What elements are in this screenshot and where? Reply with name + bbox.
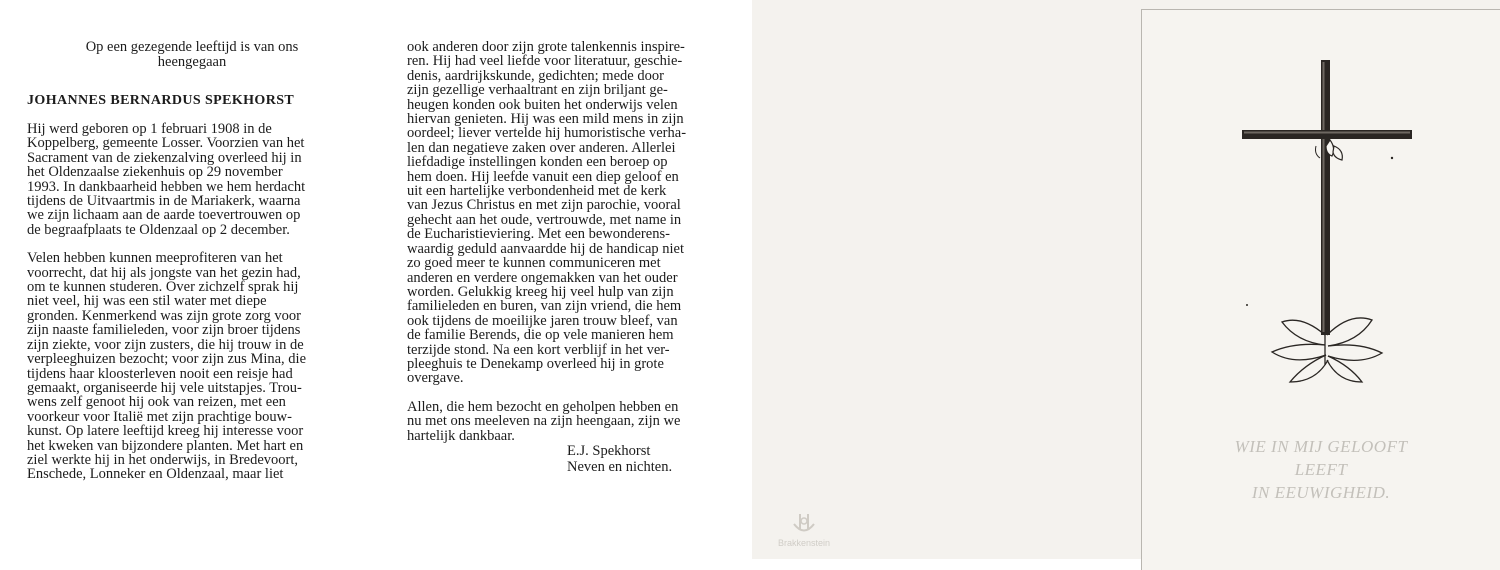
paragraph-birth-and-death: [27, 122, 357, 237]
text-line: gemaakt, organiseerde hij vele uitstapjes. Trou-: [27, 379, 302, 396]
text-line: uit een hartelijke verbondenheid met de kerk: [407, 183, 667, 200]
text-line: kunst. Op latere leeftijd kreeg hij interesse voor: [27, 423, 304, 440]
card-front-panel: [1141, 9, 1500, 570]
text-line: wens zelf genoot hij ook van reizen, met een: [27, 394, 286, 411]
text-line: de Eucharistieviering. Met een bewonderens-: [407, 226, 670, 243]
publisher-mark: [774, 512, 834, 548]
text-line: we zijn lichaam aan de aarde toevertrouwen op: [27, 207, 301, 224]
text-line: heugen konden ook buiten het onderwijs velen: [407, 96, 678, 113]
text-line: nu met ons meeleven na zijn heengaan, zijn we: [407, 413, 681, 430]
text-line: hiervan genieten. Hij was een mild mens in zijn: [407, 111, 684, 128]
text-line: hem doen. Hij leefde vanuit een diep geloof en: [407, 168, 679, 185]
text-line: zo goed meer te kunnen communiceren met: [407, 255, 661, 272]
text-line: ook tijdens de moeilijke jaren trouw bleef, van: [407, 312, 678, 329]
text-line: de begraafplaats te Oldenzaal op 2 december.: [27, 221, 290, 238]
memorial-text-page: [0, 0, 752, 559]
intro-line: heengegaan: [157, 53, 227, 70]
intro-text: [27, 40, 357, 70]
text-line: van Jezus Christus en met zijn parochie, vooral: [407, 197, 681, 214]
motto-text: [1142, 435, 1500, 504]
text-line: de familie Berends, die op vele manieren hem: [407, 327, 674, 344]
text-line: voorrecht, dat hij als jongste van het gezin had,: [27, 264, 301, 281]
memorial-card-cover: [752, 0, 1500, 559]
motto-line: WIE IN MIJ GELOOFT: [1234, 437, 1408, 456]
text-line: familieleden en buren, van zijn vriend, die hem: [407, 298, 682, 315]
text-line: zijn ziekte, voor zijn zusters, die hij trouw in de: [27, 336, 304, 353]
text-line: het Oldenzaalse ziekenhuis op 29 november: [27, 164, 283, 181]
text-line: 1993. In dankbaarheid hebben we hem herdacht: [27, 178, 306, 195]
text-line: tijdens de Uitvaartmis in de Mariakerk, waarna: [27, 193, 301, 210]
text-line: tijdens haar kloosterleven nooit een reisje had: [27, 365, 293, 382]
text-line: zijn gezellige verhaaltrant en zijn briljant ge-: [407, 82, 668, 99]
cross-with-flowers-icon: [1242, 60, 1412, 390]
signature-block: [567, 443, 737, 475]
text-line: liefdadige instellingen konden een beroep op: [407, 154, 668, 171]
publisher-name: Brakkenstein: [777, 538, 831, 548]
text-line: pleeghuis te Denekamp overleed hij in grote: [407, 355, 664, 372]
intro-line: Op een gezegende leeftijd is van ons: [85, 39, 299, 55]
text-line: worden. Gelukkig kreeg hij veel hulp van zijn: [407, 283, 674, 300]
text-line: het kweken van bijzondere planten. Met hart en: [27, 437, 304, 454]
signature-line: Neven en nichten.: [567, 458, 673, 475]
text-line: ook anderen door zijn grote talenkennis inspire-: [407, 39, 685, 55]
text-line: om te kunnen studeren. Over zichzelf sprak hij: [27, 279, 299, 296]
text-line: anderen en verdere ongemakken van het ouder: [407, 269, 678, 286]
text-line: oordeel; liever vertelde hij humoristische verha-: [407, 125, 687, 142]
text-line: ren. Hij had veel liefde voor literatuur, geschie-: [407, 53, 683, 70]
signature-line: E.J. Spekhorst: [567, 442, 651, 459]
text-line: gronden. Kenmerkend was zijn grote zorg voor: [27, 307, 301, 324]
text-line: niet veel, hij was een stil water met diepe: [27, 293, 267, 310]
paragraph-character: [407, 40, 737, 386]
text-line: terzijde stond. Na een kort verblijf in het ver-: [407, 341, 670, 358]
publisher-logo-icon: [791, 512, 817, 536]
text-line: Velen hebben kunnen meeprofiteren van het: [27, 250, 283, 267]
text-column-left: [27, 40, 357, 482]
text-line: denis, aardrijkskunde, gedichten; mede door: [407, 67, 664, 84]
text-line: zijn naaste familieleden, voor zijn broer tijdens: [27, 322, 301, 339]
text-line: Koppelberg, gemeente Losser. Voorzien van het: [27, 135, 305, 152]
text-line: voorkeur voor Italië met zijn prachtige bouw-: [27, 408, 292, 425]
text-line: overgave.: [407, 370, 464, 387]
text-line: ziel werkte hij in het onderwijs, in Bredevoort,: [27, 451, 298, 468]
motto-line: LEEFT: [1294, 460, 1348, 479]
text-line: Enschede, Lonneker en Oldenzaal, maar liet: [27, 466, 284, 483]
deceased-name: JOHANNES BERNARDUS SPEKHORST: [27, 92, 295, 108]
motto-line: IN EEUWIGHEID.: [1251, 483, 1391, 502]
paragraph-thanks: [407, 400, 737, 443]
text-line: hartelijk dankbaar.: [407, 427, 515, 444]
text-line: waardig geduld aanvaardde hij de handicap niet: [407, 240, 684, 257]
text-line: verpleeghuizen bezocht; voor zijn zus Mina, die: [27, 351, 307, 368]
text-line: Hij werd geboren op 1 februari 1908 in de: [27, 121, 272, 137]
text-line: Allen, die hem bezocht en geholpen hebben en: [407, 398, 679, 415]
text-line: Sacrament van de ziekenzalving overleed hij in: [27, 149, 302, 166]
text-column-right: [407, 40, 737, 475]
text-line: gehecht aan het oude, vertrouwde, met name in: [407, 211, 682, 228]
text-line: len dan negatieve zaken over anderen. Allerlei: [407, 139, 676, 156]
paragraph-life: [27, 251, 357, 482]
